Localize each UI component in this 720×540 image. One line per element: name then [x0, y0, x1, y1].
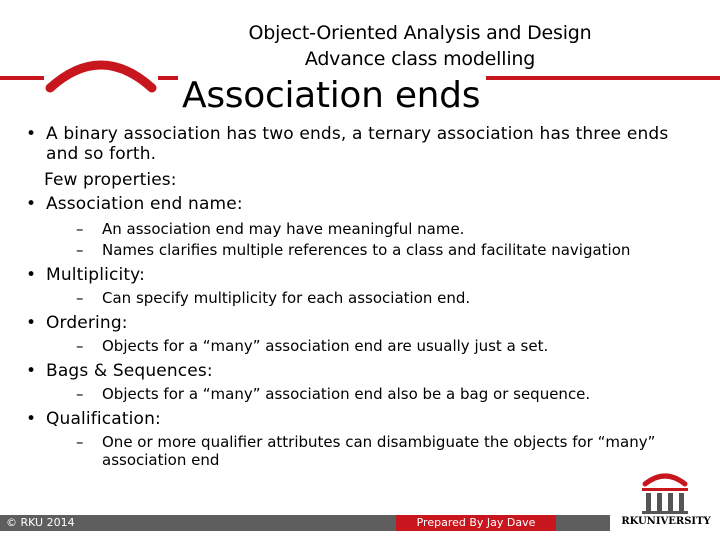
red-arc-ornament: [44, 46, 158, 96]
bullet-dot: •: [26, 265, 37, 285]
rku-logo-text: RKUNIVERSITY: [621, 516, 711, 527]
bullet-intro-line1: A binary association has two ends, a ternary association has three ends: [46, 124, 669, 144]
sub-bullet-text: Names clarifies multiple references to a class and facilitate navigation: [102, 241, 631, 259]
bullet-label: Multiplicity:: [46, 265, 146, 285]
footer-copyright: © RKU 2014: [6, 516, 75, 529]
bullet-dot: •: [26, 409, 37, 429]
dash-marker: –: [76, 220, 84, 238]
header-course-title: Object-Oriented Analysis and Design: [248, 22, 592, 44]
slide-title: Association ends: [182, 75, 481, 116]
dash-marker: –: [76, 289, 84, 307]
bullet-association-end-name: [26, 194, 686, 214]
dash-marker: –: [76, 433, 84, 451]
sub-bullet: [76, 241, 702, 259]
bullet-label: Bags & Sequences:: [46, 361, 213, 381]
slide-header: [230, 20, 610, 72]
bullet-intro: [26, 124, 686, 164]
bullet-qualification: [26, 409, 686, 429]
bullet-multiplicity: [26, 265, 686, 285]
dash-marker: –: [76, 241, 84, 259]
bullet-label: Qualification:: [46, 409, 161, 429]
bullet-label: Association end name:: [46, 194, 243, 214]
sub-bullet: [76, 385, 702, 403]
bullet-label: Ordering:: [46, 313, 128, 333]
footer-prepared-by: Prepared By Jay Dave: [396, 515, 556, 531]
dash-marker: –: [76, 337, 84, 355]
header-topic: Advance class modelling: [304, 48, 536, 70]
sub-bullet-text: Can specify multiplicity for each association end.: [102, 289, 471, 307]
few-properties-label: Few properties:: [44, 170, 177, 190]
bullet-dot: •: [26, 194, 37, 214]
footer-bar: [0, 515, 610, 531]
bullet-dot: •: [26, 361, 37, 381]
sub-bullet-text-line1: One or more qualifier attributes can disambiguate the objects for “many”: [102, 433, 656, 451]
sub-bullet: [76, 289, 702, 307]
sub-bullet: [76, 337, 702, 355]
bullet-bags-sequences: [26, 361, 686, 381]
bullet-ordering: [26, 313, 686, 333]
sub-bullet: [76, 220, 702, 238]
sub-bullet-text: An association end may have meaningful name.: [102, 220, 465, 238]
bullet-dot: •: [26, 313, 37, 333]
sub-bullet-text-line2: association end: [102, 451, 220, 469]
sub-bullet: [76, 433, 702, 469]
sub-bullet-text: Objects for a “many” association end also be a bag or sequence.: [102, 385, 591, 403]
sub-bullet-text: Objects for a “many” association end are usually just a set.: [102, 337, 549, 355]
bullet-intro-line2: and so forth.: [46, 144, 157, 164]
dash-marker: –: [76, 385, 84, 403]
bullet-dot: •: [26, 124, 37, 144]
